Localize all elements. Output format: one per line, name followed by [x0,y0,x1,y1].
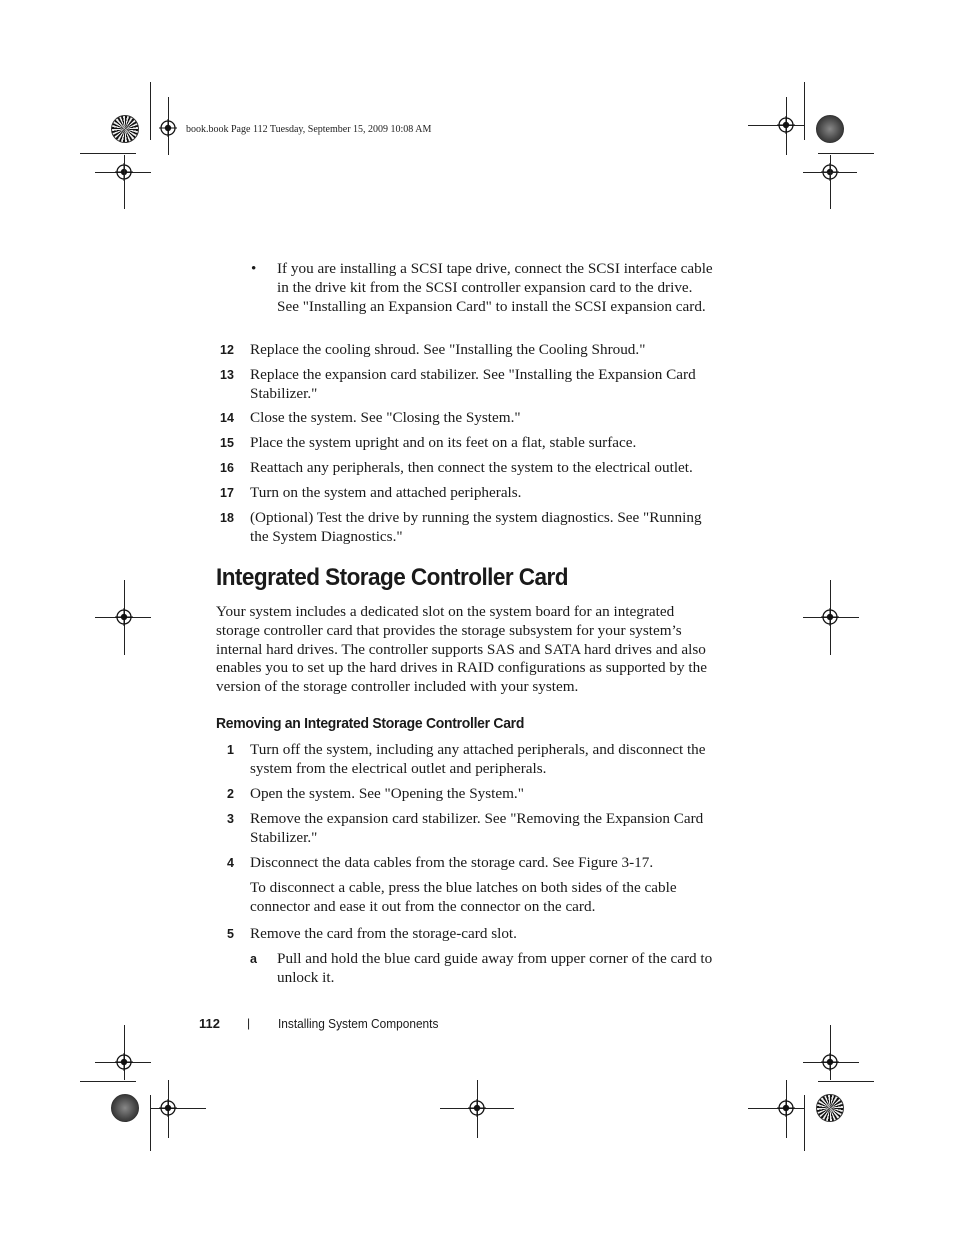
crop-line [818,1081,874,1082]
registration-mark-icon [821,608,839,626]
registration-mark-icon [777,1099,795,1117]
grayscale-rosette-icon [111,1094,139,1122]
color-rosette-icon [111,115,139,143]
crop-line [830,155,831,209]
color-rosette-icon [816,1094,844,1122]
bullet-marker: • [251,260,257,277]
chapter-title: Installing System Components [278,1017,439,1031]
step-text: Reattach any peripherals, then connect the system to the electrical outlet. [250,459,693,476]
step-number: 1 [227,743,234,757]
registration-mark-icon [115,1053,133,1071]
registration-mark-icon [821,1053,839,1071]
step-number: 2 [227,787,234,801]
crop-line [150,1095,151,1151]
registration-mark-icon [777,116,795,134]
step-text: Turn on the system and attached peripherals. [250,484,522,501]
crop-line [124,155,125,209]
step-number: 14 [220,411,234,425]
step-number: 5 [227,927,234,941]
step-text: Remove the expansion card stabilizer. See "Removing the Expansion Card Stabilizer." [250,810,704,846]
crop-line [748,1108,804,1109]
registration-mark-icon [159,119,177,137]
subsection-title: Removing an Integrated Storage Controller Card [216,715,525,732]
step-number: 4 [227,856,234,870]
section-title: Integrated Storage Controller Card [216,564,568,591]
substep-label: a [250,952,257,966]
crop-line [804,82,805,140]
crop-line [803,172,857,173]
substep-text: Pull and hold the blue card guide away from upper corner of the card to unlock it. [277,950,713,986]
step-number: 17 [220,486,234,500]
step-text: Remove the card from the storage-card slot. [250,925,517,942]
registration-mark-icon [159,1099,177,1117]
print-slug: book.book Page 112 Tuesday, September 15, 2009 10:08 AM [186,124,432,135]
step-number: 16 [220,461,234,475]
step-text: (Optional) Test the drive by running the system diagnostics. See "Running the System Diagnostics." [250,509,702,545]
step-number: 18 [220,511,234,525]
registration-mark-icon [468,1099,486,1117]
step-number: 15 [220,436,234,450]
step-text: Replace the expansion card stabilizer. See "Installing the Expansion Card Stabilizer." [250,366,696,402]
step-text: Disconnect the data cables from the storage card. See Figure 3-17. [250,854,654,871]
step-number: 3 [227,812,234,826]
step-text: Open the system. See "Opening the System." [250,785,524,802]
step-number: 12 [220,343,234,357]
bullet-text: If you are installing a SCSI tape drive, connect the SCSI interface cable in the drive kit from the SCSI controller expansion card to the drive. See "Installing an Expansion Card" to install the SCSI expansion card. [277,260,713,315]
crop-line [804,1095,805,1151]
step-text: Turn off the system, including any attached peripherals, and disconnect the system from the electrical outlet and peripherals. [250,741,706,777]
crop-line [748,125,804,126]
crop-line [80,153,136,154]
grayscale-rosette-icon [816,115,844,143]
page-number: 112 [199,1016,220,1031]
step-text: Close the system. See "Closing the System." [250,409,521,426]
footer-separator: | [247,1016,251,1030]
crop-line [150,82,151,140]
step-text: Place the system upright and on its feet on a flat, stable surface. [250,434,637,451]
step-text: Replace the cooling shroud. See "Installing the Cooling Shroud." [250,341,646,358]
registration-mark-icon [115,608,133,626]
crop-line [80,1081,136,1082]
step-number: 13 [220,368,234,382]
section-intro: Your system includes a dedicated slot on the system board for an integrated storage controller card that provides the storage subsystem for your system’s internal hard drives. The controller supports SAS and SATA hard drives and also enables you to set up the hard drives in RAID configurations as supported by the version of the storage controller included with your system. [216,603,707,696]
step-note: To disconnect a cable, press the blue latches on both sides of the cable connector and ease it out from the connector on the card. [250,879,677,915]
crop-line [818,153,874,154]
